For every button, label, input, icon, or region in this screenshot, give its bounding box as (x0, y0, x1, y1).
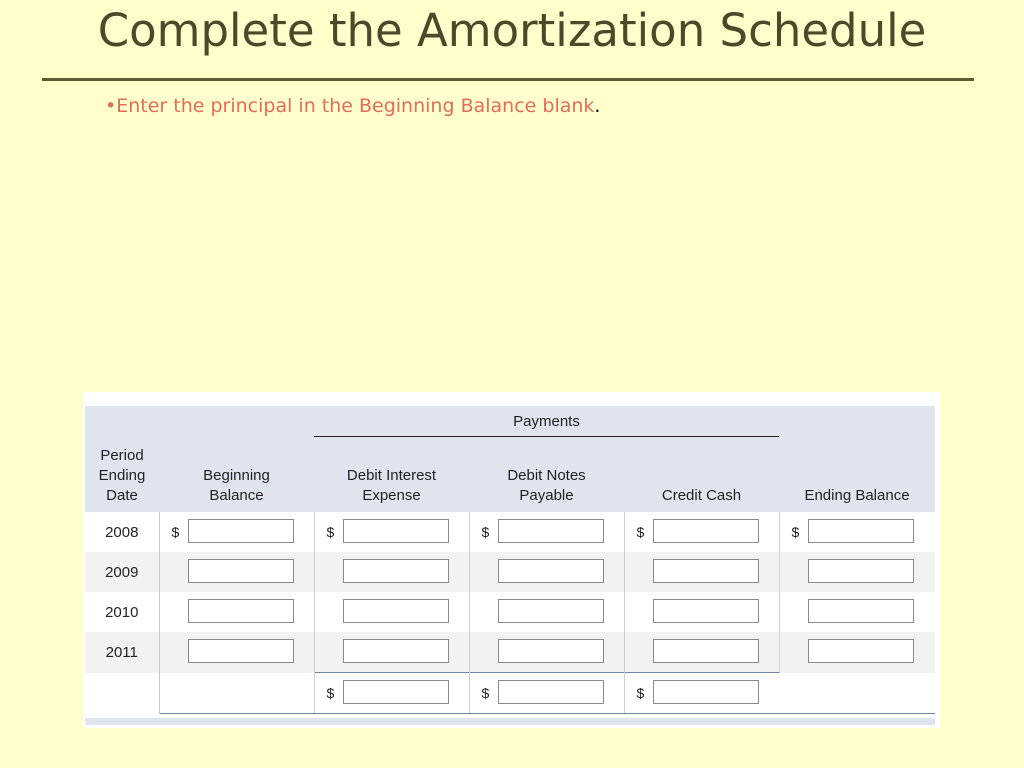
total-interest-expense-input[interactable] (343, 680, 449, 704)
currency-symbol: $ (171, 524, 180, 540)
interest-expense-input[interactable] (343, 599, 449, 623)
title-divider (42, 78, 974, 81)
col-beginning-balance: Beginning Balance (159, 436, 314, 512)
table-row (85, 632, 935, 673)
currency-symbol: $ (636, 524, 645, 540)
currency-symbol: $ (326, 685, 335, 701)
interest-expense-input[interactable] (343, 559, 449, 583)
interest-expense-input[interactable] (343, 519, 449, 543)
instruction-label: Enter the principal in the Beginning Balance blank (116, 95, 595, 117)
slide-title: Complete the Amortization Schedule (97, 4, 927, 57)
amortization-schedule-panel (83, 392, 940, 728)
payments-group-header: Payments (314, 406, 779, 436)
currency-symbol: $ (791, 524, 800, 540)
credit-cash-input[interactable] (653, 519, 759, 543)
period-date: 2010 (85, 592, 159, 632)
total-notes-payable-input[interactable] (498, 680, 604, 704)
col-period-ending-date: Period Ending Date (85, 436, 159, 512)
period-date: 2008 (85, 512, 159, 552)
currency-symbol: $ (481, 524, 490, 540)
beginning-balance-input[interactable] (188, 599, 294, 623)
instruction-period: . (594, 95, 601, 117)
ending-balance-input[interactable] (808, 559, 914, 583)
col-ending-balance: Ending Balance (779, 436, 935, 512)
notes-payable-input[interactable] (498, 599, 604, 623)
beginning-balance-input[interactable] (188, 639, 294, 663)
interest-expense-input[interactable] (343, 639, 449, 663)
beginning-balance-input[interactable] (188, 559, 294, 583)
ending-balance-input[interactable] (808, 519, 914, 543)
notes-payable-input[interactable] (498, 519, 604, 543)
col-credit-cash: Credit Cash (624, 436, 779, 512)
bullet-marker: • (105, 95, 117, 117)
period-date: 2011 (85, 632, 159, 673)
notes-payable-input[interactable] (498, 559, 604, 583)
table-row (85, 552, 935, 592)
table-footer-bar (85, 718, 935, 725)
credit-cash-input[interactable] (653, 639, 759, 663)
currency-symbol: $ (636, 685, 645, 701)
credit-cash-input[interactable] (653, 599, 759, 623)
credit-cash-input[interactable] (653, 559, 759, 583)
table-row (85, 512, 935, 552)
currency-symbol: $ (326, 524, 335, 540)
totals-row (85, 673, 935, 714)
col-debit-interest-expense: Debit Interest Expense (314, 436, 469, 512)
col-debit-notes-payable: Debit Notes Payable (469, 436, 624, 512)
beginning-balance-input[interactable] (188, 519, 294, 543)
ending-balance-input[interactable] (808, 639, 914, 663)
table-row (85, 592, 935, 632)
instruction-text (105, 95, 600, 117)
notes-payable-input[interactable] (498, 639, 604, 663)
currency-symbol: $ (481, 685, 490, 701)
period-date: 2009 (85, 552, 159, 592)
ending-balance-input[interactable] (808, 599, 914, 623)
total-credit-cash-input[interactable] (653, 680, 759, 704)
payments-underline (314, 436, 779, 437)
amortization-table (85, 406, 935, 714)
